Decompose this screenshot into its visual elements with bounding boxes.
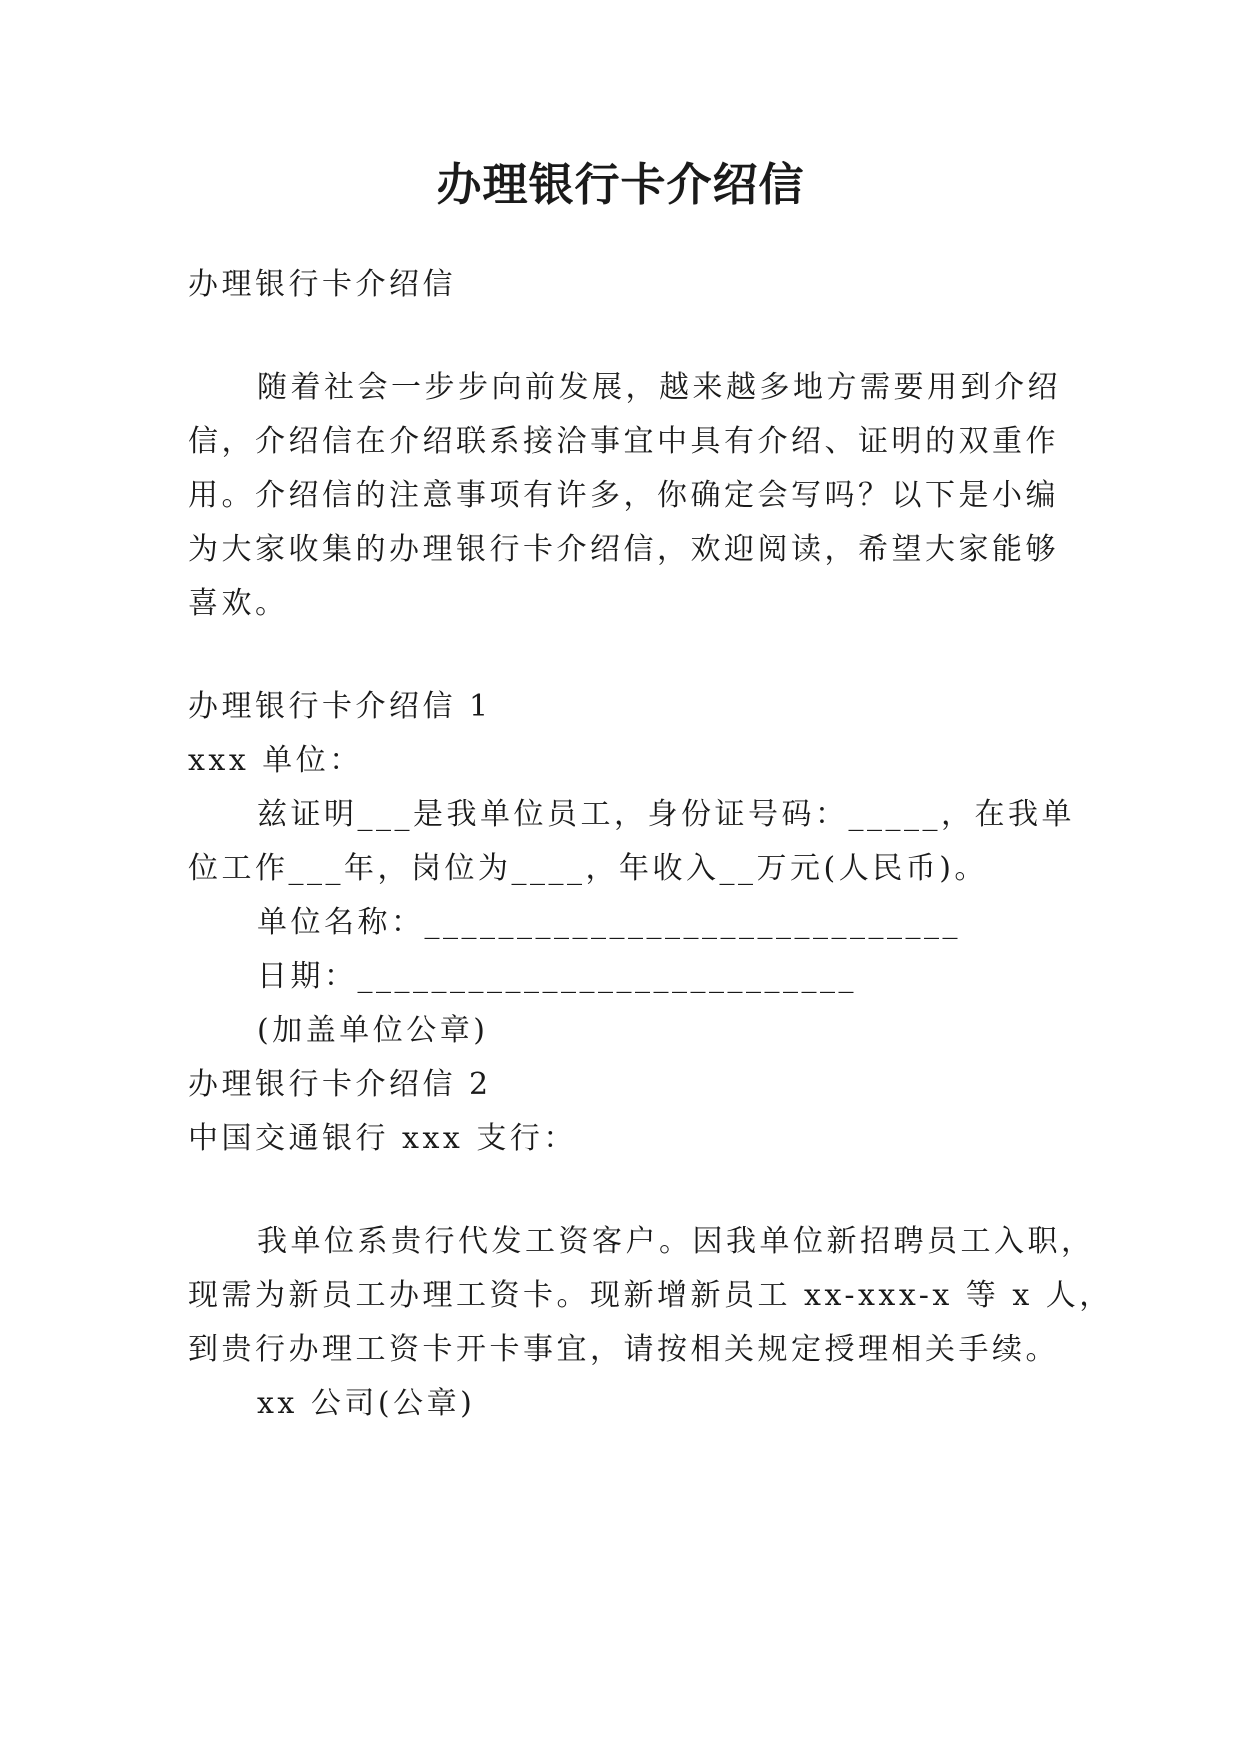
letter2-body-line-3: 到贵行办理工资卡开卡事宜，请按相关规定授理相关手续。 [188, 1332, 1059, 1367]
intro-line-5: 喜欢。 [188, 586, 289, 621]
letter1-date: 日期：___________________________ [257, 959, 857, 994]
intro-line-2: 信，介绍信在介绍联系接洽事宜中具有介绍、证明的双重作 [188, 424, 1059, 459]
letter2-heading: 办理银行卡介绍信 2 [188, 1067, 492, 1102]
intro-line-3: 用。介绍信的注意事项有许多，你确定会写吗？以下是小编 [188, 478, 1059, 513]
letter2-body-line-2: 现需为新员工办理工资卡。现新增新员工 xx-xxx-x 等 x 人， [188, 1278, 1113, 1313]
letter1-unit-name: 单位名称：_____________________________ [257, 905, 961, 940]
intro-line-1: 随着社会一步步向前发展，越来越多地方需要用到介绍 [257, 370, 1061, 405]
letter1-heading: 办理银行卡介绍信 1 [188, 689, 492, 724]
intro-line-4: 为大家收集的办理银行卡介绍信，欢迎阅读，希望大家能够 [188, 532, 1059, 567]
letter1-stamp: (加盖单位公章) [257, 1013, 489, 1048]
letter1-body-line-1: 兹证明___是我单位员工，身份证号码：_____，在我单 [257, 797, 1075, 832]
letter2-recipient: 中国交通银行 xxx 支行： [188, 1121, 577, 1156]
document-title: 办理银行卡介绍信 [436, 158, 805, 211]
letter2-signature: xx 公司(公章) [257, 1386, 476, 1421]
letter1-recipient: xxx 单位： [188, 743, 363, 778]
document-heading: 办理银行卡介绍信 [188, 267, 456, 302]
letter1-body-line-2: 位工作___年，岗位为____，年收入__万元(人民币)。 [188, 851, 988, 886]
letter2-body-line-1: 我单位系贵行代发工资客户。因我单位新招聘员工入职， [257, 1224, 1095, 1259]
